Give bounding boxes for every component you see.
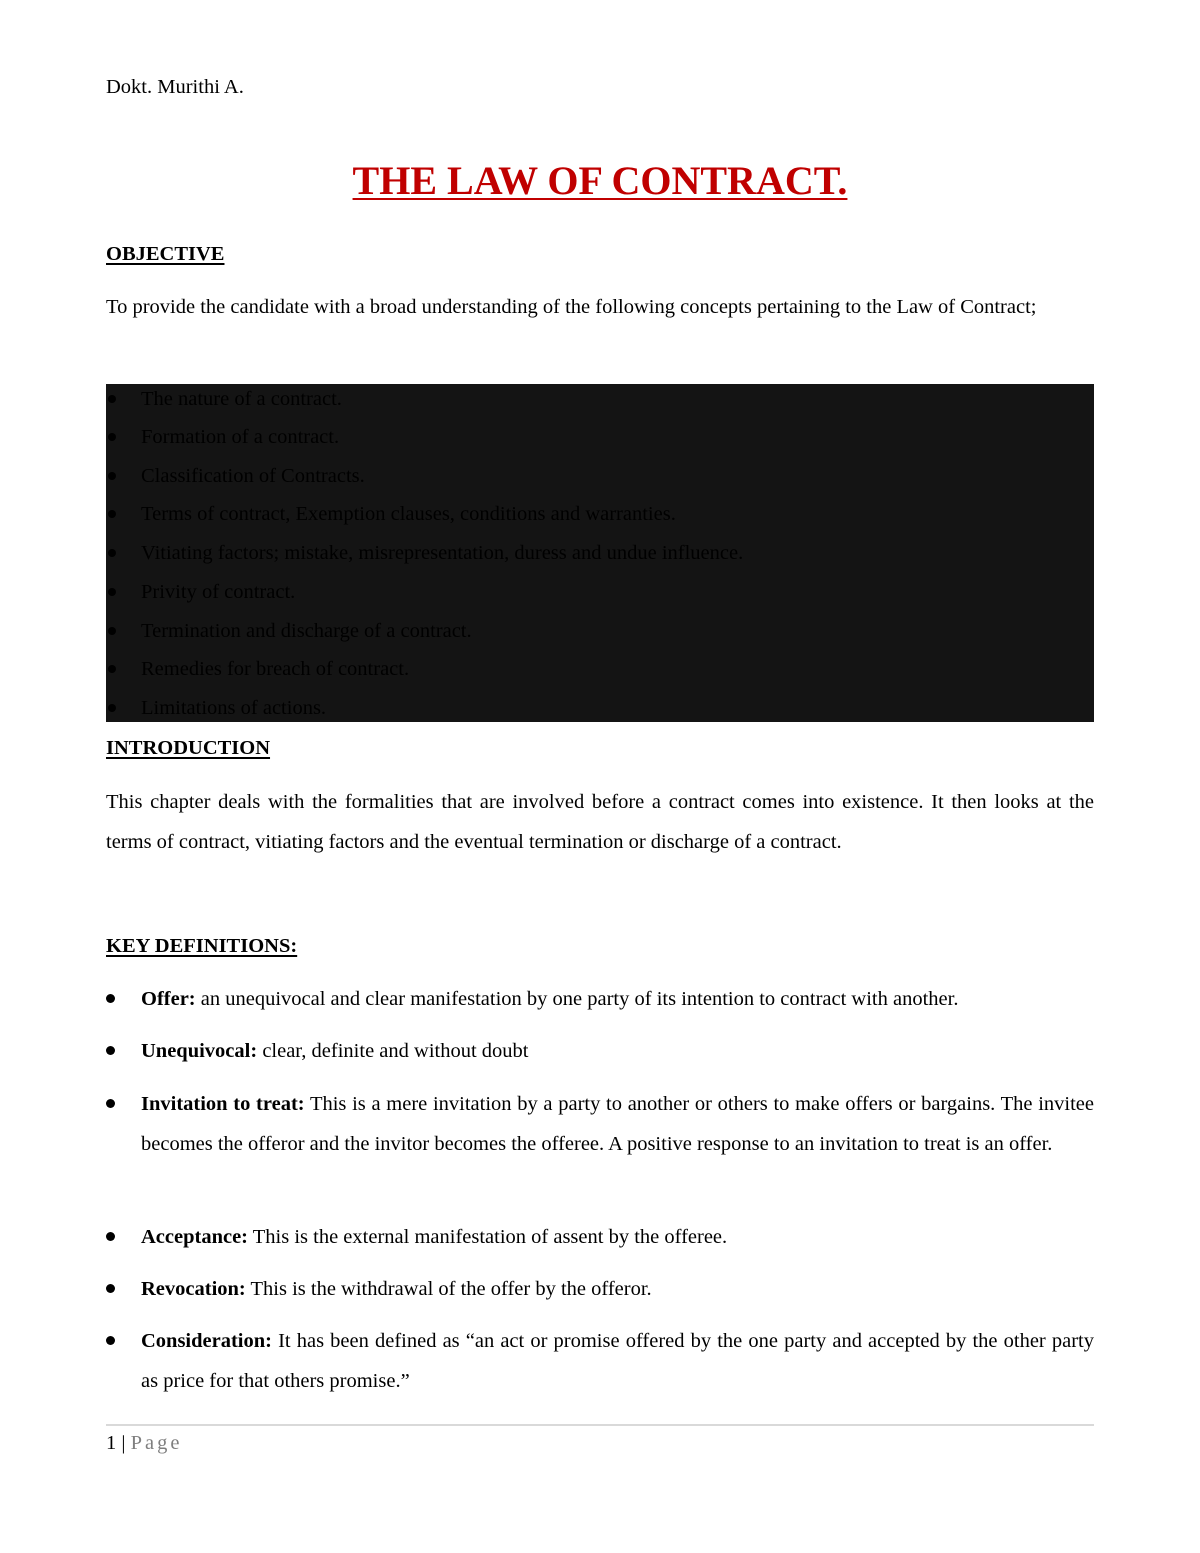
introduction-text: This chapter deals with the formalities that are involved before a contract comes into existence. It then looks at the terms of contract, vitiating factors and the eventual termination or discharge of a contract. [106,791,1094,853]
list-item: Termination and discharge of a contract. [106,616,1094,646]
page-number: 1 [106,1432,117,1454]
bullet-icon [106,1232,115,1241]
objective-intro: To provide the candidate with a broad understanding of the following concepts pertaining to the Law of Contract; [106,296,1037,318]
page-footer [106,1430,182,1456]
bullet-icon [108,704,116,712]
list-item: Privity of contract. [106,577,1094,607]
document-page: Dokt. Murithi A. THE LAW OF CONTRACT. OBJECTIVE To provide the candidate with a broad understanding of the following concepts pertaining to the Law of Contract; The nature of a contract. Formation of a contract. Classification of Contracts. Terms of contract, Exemption clauses, conditions and warranties. Vitiating factors; mistake, misrepresentation, duress and undue influence. Privity of contract. Termination and discharge of a contract. Remedies for breach of contract. Limitations of actions. INTRODUCTION This chapter deals with the formalities that are involved before a contract comes into existence. It then looks at the terms of contract, vitiating factors and the eventual termination or discharge of a contract. KEY DEFINITIONS: Offer: an unequivocal and clear manifestation by one party of its intention to contract with another. Unequivocal: clear, definite and without doubt Invitation to treat: This is a mere invitation by a party to another or others to make offers or bargains. The invitee becomes the offeror and the invitor becomes the offeree. A positive response to an invitation to treat is an offer. Acceptance: This is the external manifestation of assent by the offeree. Revocation: This is the withdrawal of the offer by the offeror. Consideration: It has been defined as “an act or promise offered by the one party and accepted by the other party as price for that others promise.” 1 | Page [0,0,1200,1553]
document-title: THE LAW OF CONTRACT. [352,158,848,203]
bullet-icon [106,1284,115,1293]
list-item: Vitiating factors; mistake, misrepresentation, duress and undue influence. [106,538,1094,568]
bullet-icon [108,627,116,635]
objectives-list [106,384,1094,722]
list-item: Remedies for breach of contract. [106,654,1094,684]
list-item: Limitations of actions. [106,693,1094,722]
footer-divider [106,1424,1094,1426]
list-item: Classification of Contracts. [106,461,1094,491]
bullet-icon [106,1046,115,1055]
bullet-icon [108,665,116,673]
bullet-icon [106,1099,115,1108]
bullet-icon [108,472,116,480]
list-item: Formation of a contract. [106,422,1094,452]
header-author: Dokt. Murithi A. [106,76,244,98]
bullet-icon [108,549,116,557]
bullet-icon [108,433,116,441]
bullet-icon [108,588,116,596]
key-definitions-heading: KEY DEFINITIONS: [106,935,298,957]
bullet-icon [106,994,115,1003]
introduction-heading: INTRODUCTION [106,737,271,759]
footer-separator: | [116,1432,131,1454]
list-item: The nature of a contract. [106,384,1094,414]
list-item: Terms of contract, Exemption clauses, conditions and warranties. [106,499,1094,529]
bullet-icon [108,395,116,403]
bullet-icon [108,510,116,518]
page-label: Page [130,1432,183,1454]
objective-heading: OBJECTIVE [106,243,225,265]
bullet-icon [106,1336,115,1345]
